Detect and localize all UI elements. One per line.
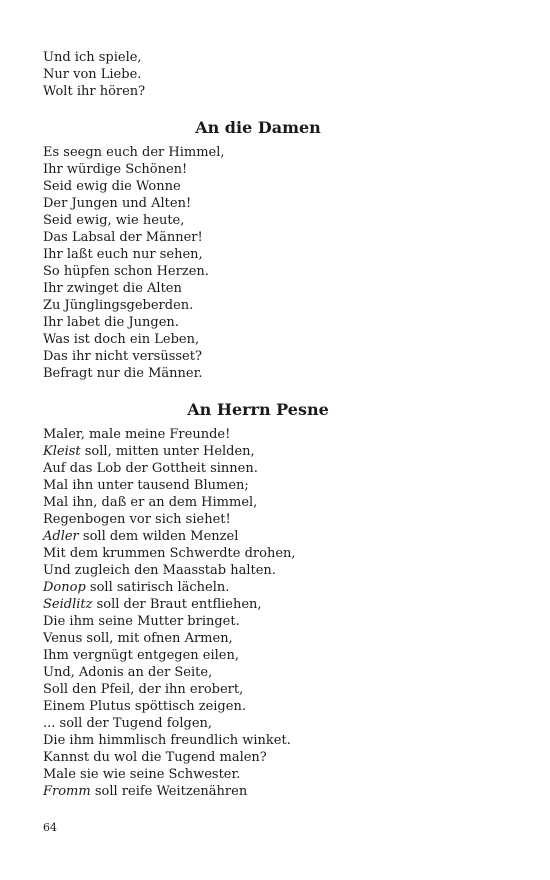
verse-line: Zu Jünglingsgeberden.: [43, 298, 194, 313]
verse-name-italic: Kleist: [43, 444, 81, 459]
intro-stanza: [43, 49, 503, 100]
verse-line: Das ihr nicht versüsset?: [43, 349, 202, 364]
verse-text: soll der Braut entfliehen,: [92, 597, 262, 612]
verse-line: [43, 749, 503, 766]
poem-title: An Herrn Pesne: [187, 400, 329, 419]
verse-line: Seid ewig die Wonne: [43, 179, 181, 194]
verse-line: [43, 681, 503, 698]
verse-text: Ihm vergnügt entgegen eilen,: [43, 648, 239, 663]
verse-text: Soll den Pfeil, der ihn erobert,: [43, 682, 244, 697]
verse-line: [43, 664, 503, 681]
verse-text: Und zugleich den Maasstab halten.: [43, 563, 276, 578]
verse-line: [43, 528, 503, 545]
verse-line: [43, 715, 503, 732]
verse-name-italic: Donop: [43, 580, 86, 595]
text-column: [43, 49, 503, 800]
verse-line: Ihr würdige Schönen!: [43, 162, 188, 177]
poem-an-herrn-pesne: [43, 426, 503, 800]
verse-line: [43, 613, 503, 630]
verse-line: Seid ewig, wie heute,: [43, 213, 185, 228]
verse-text: Venus soll, mit ofnen Armen,: [43, 631, 233, 646]
verse-text: Die ihm seine Mutter bringet.: [43, 614, 240, 629]
verse-line: [43, 460, 503, 477]
verse-text: Mit dem krummen Schwerdte drohen,: [43, 546, 296, 561]
verse-line: [43, 562, 503, 579]
verse-line: Wolt ihr hören?: [43, 84, 146, 99]
verse-line: Ihr zwinget die Alten: [43, 281, 182, 296]
verse-text: Einem Plutus spöttisch zeigen.: [43, 699, 246, 714]
verse-text: Und, Adonis an der Seite,: [43, 665, 213, 680]
verse-text: soll satirisch lächeln.: [85, 580, 230, 595]
verse-name-italic: Adler: [43, 529, 79, 544]
verse-text: Mal ihn unter tausend Blumen;: [43, 478, 249, 493]
verse-line: Befragt nur die Männer.: [43, 366, 203, 381]
verse-name-italic: Fromm: [43, 784, 91, 799]
verse-line: Was ist doch ein Leben,: [43, 332, 200, 347]
verse-text: Die ihm himmlisch freundlich winket.: [43, 733, 291, 748]
verse-text: Maler, male meine Freunde!: [43, 427, 231, 442]
verse-line: [43, 477, 503, 494]
verse-text: Kannst du wol die Tugend malen?: [43, 750, 267, 765]
verse-text: soll dem wilden Menzel: [78, 529, 239, 544]
verse-text: Auf das Lob der Gottheit sinnen.: [43, 461, 258, 476]
verse-line: [43, 545, 503, 562]
verse-line: [43, 698, 503, 715]
verse-line: [43, 783, 503, 800]
verse-line: [43, 732, 503, 749]
verse-name-italic: Seidlitz: [43, 597, 93, 612]
verse-text: Regenbogen vor sich siehet!: [43, 512, 231, 527]
verse-line: Es seegn euch der Himmel,: [43, 145, 225, 160]
verse-line: Ihr laßt euch nur sehen,: [43, 247, 203, 262]
verse-line: [43, 766, 503, 783]
verse-text: Male sie wie seine Schwester.: [43, 767, 241, 782]
verse-text: Mal ihn, daß er an dem Himmel,: [43, 495, 258, 510]
verse-line: [43, 647, 503, 664]
verse-line: Der Jungen und Alten!: [43, 196, 192, 211]
poem-title: An die Damen: [195, 118, 321, 137]
verse-line: [43, 596, 503, 613]
page-number: 64: [43, 821, 57, 834]
verse-line: [43, 426, 503, 443]
verse-line: Und ich spiele,: [43, 50, 142, 65]
verse-line: [43, 443, 503, 460]
verse-line: Das Labsal der Männer!: [43, 230, 203, 245]
verse-line: [43, 579, 503, 596]
verse-text: soll, mitten unter Helden,: [80, 444, 255, 459]
verse-line: [43, 630, 503, 647]
verse-line: Nur von Liebe.: [43, 67, 142, 82]
verse-line: Ihr labet die Jungen.: [43, 315, 179, 330]
verse-line: [43, 511, 503, 528]
poem-an-die-damen: [43, 144, 503, 382]
verse-line: So hüpfen schon Herzen.: [43, 264, 209, 279]
verse-text: soll reife Weitzenähren: [90, 784, 248, 799]
verse-text: ... soll der Tugend folgen,: [43, 716, 213, 731]
verse-line: [43, 494, 503, 511]
